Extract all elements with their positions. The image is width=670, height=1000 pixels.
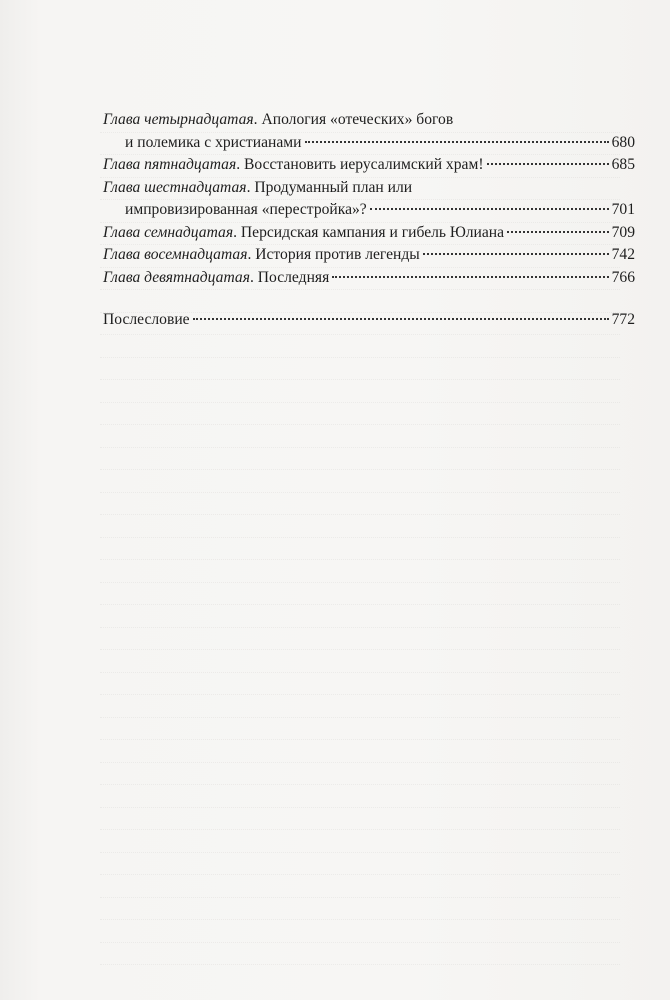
toc-entry-14: Глава четырнадцатая. Апология «отеческих» богов и полемика с христианами 680	[103, 109, 635, 154]
dot-leader	[487, 163, 609, 165]
chapter-label: Глава пятнадцатая	[103, 156, 237, 173]
toc-entry-17: Глава семнадцатая. Персидская кампания и гибель Юлиана 709	[103, 222, 635, 245]
chapter-title: История против легенды	[255, 246, 420, 263]
chapter-title: Продуманный план или	[254, 178, 413, 196]
table-of-contents	[103, 109, 635, 332]
toc-entry-16: Глава шестнадцатая. Продуманный план или импровизированная «перестройка»? 701	[103, 177, 635, 222]
dot-leader	[423, 253, 609, 255]
dot-leader	[332, 276, 608, 278]
page-number: 742	[611, 246, 635, 263]
chapter-title: Последняя	[257, 268, 330, 286]
dot-leader	[370, 208, 609, 210]
page-number: 709	[611, 223, 635, 241]
chapter-title: Персидская кампания и гибель Юлиана	[240, 223, 505, 241]
chapter-title: Апология «отеческих» богов	[261, 111, 454, 128]
page-number: 772	[611, 311, 635, 328]
chapter-label: Глава семнадцатая	[103, 223, 234, 241]
chapter-title-cont: и полемика с христианами	[125, 133, 302, 151]
chapter-label: Глава девятнадцатая	[103, 268, 250, 286]
toc-entry-afterword	[103, 309, 635, 332]
chapter-title-cont: импровизированная «перестройка»?	[125, 201, 367, 218]
afterword-label: Послесловие	[103, 311, 190, 328]
page-number: 685	[611, 156, 635, 173]
toc-entry-19: Глава девятнадцатая. Последняя 766	[103, 267, 635, 290]
toc-entry-18: Глава восемнадцатая. История против легенды 742	[103, 244, 635, 267]
dot-leader	[305, 141, 609, 143]
page-number: 701	[611, 201, 635, 218]
chapter-label: Глава шестнадцатая	[103, 178, 247, 196]
page-number: 680	[611, 133, 635, 151]
dot-leader	[507, 231, 609, 233]
chapter-title: Восстановить иерусалимский храм!	[244, 156, 484, 173]
chapter-label: Глава восемнадцатая	[103, 246, 248, 263]
toc-entry-15: Глава пятнадцатая. Восстановить иерусалимский храм! 685	[103, 154, 635, 177]
page-number: 766	[611, 268, 635, 286]
dot-leader	[193, 318, 609, 320]
chapter-label: Глава четырнадцатая	[103, 111, 254, 128]
